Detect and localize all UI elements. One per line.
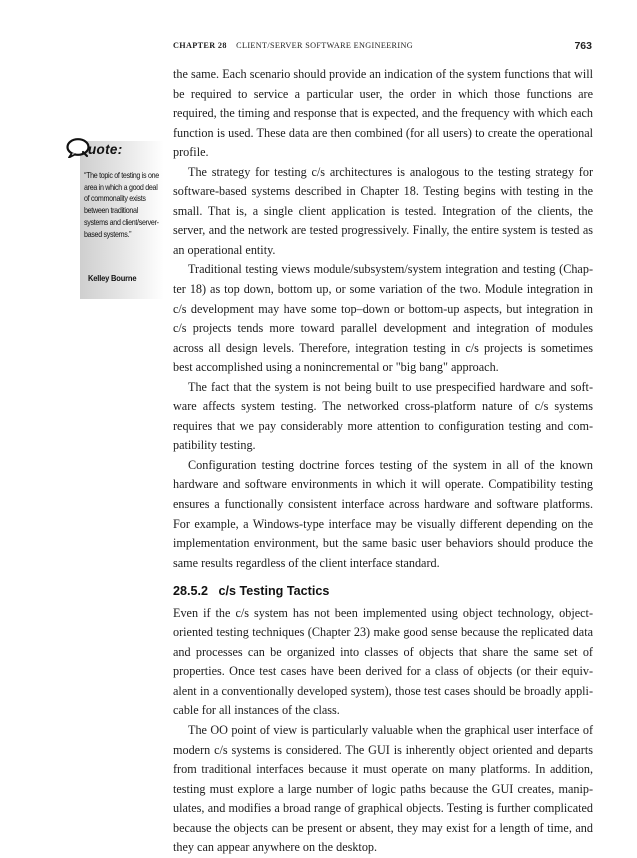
quote-label: uote: [88,142,123,157]
running-head [173,41,592,55]
paragraph: Configuration testing doctrine forces testing of the system in all of the known hardware and software environments in which it will operate. Compatibility testing ensures a functionally consistent interface across hardware and software platforms. For example, a Windows-type interface may be visually different depending on the implementation environment, but the same basic user behaviors should produce the same results regardless of the client interface standard. [173,457,593,570]
section-number: 28.5.2 [173,584,209,599]
paragraph: Traditional testing views module/subsystem/system integration and testing (Chapter 18) as top down, bottom up, or some variation of the two. Module integration in c/s development may have some top–down or bottom-up aspects, but integration in c/s projects tends more toward parallel development and integration of modules across all design levels. Therefore, integration testing in c/s projects is sometimes best accomplished using a nonincremental or "big bang" approach. [173,262,593,375]
section-heading [173,582,593,602]
paragraph: the same. Each scenario should provide an indication of the system functions that will be required to service a particular user, the order in which those functions are required, the timing and response that is expected, and the frequency with which each function is used. These data are then combined (for all users) to create the operational profile. [173,67,593,160]
paragraph: The strategy for testing c/s architectures is analogous to the testing strategy for software-based systems described in Chapter 18. Testing begins with testing in the small. That is, a single client application is tested. Integration of the clients, the server, and the network are tested progressively. Finally, the entire system is tested as an operational entity. [173,164,593,257]
paragraph: The OO point of view is particularly valuable when the graphical user interface of modern c/s systems is considered. The GUI is inherently object oriented and departs from traditional interfaces because it must operate on many platforms. In addition, testing must explore a large number of logic paths because the GUI creates, manipulates, and modifies a broad range of graphical objects. Testing is further complicated because the objects can be present or absent, they may exist for a length of time, and they can appear anywhere on the desktop. [173,723,593,855]
page-number: 763 [574,40,592,52]
paragraph: The fact that the system is not being built to use prespecified hardware and software affects system testing. The networked cross-platform nature of c/s systems requires that we pay considerably more attention to configuration testing and compatibility testing. [173,379,593,453]
chapter-label: CHAPTER 28 [173,41,227,50]
chapter-title: CLIENT/SERVER SOFTWARE ENGINEERING [236,41,413,50]
section-title: c/s Testing Tactics [218,584,330,599]
quote-heading [66,136,166,166]
quote-text: “The topic of testing is one area in which a good deal of commonality exists between traditional systems and client/server-based systems.” [84,171,159,239]
quote-author: Kelley Bourne [88,273,137,283]
speech-bubble-q-icon [66,138,90,158]
body-text-column [173,65,593,858]
paragraph: Even if the c/s system has not been implemented using object technology, object-oriented testing techniques (Chapter 23) make good sense because the replicated data and processes can be organized into classes of objects that share the same set of properties. Once test cases have been derived for a class of objects (or their equivalent in a conventionally developed system), those test cases should be broadly applicable for all instances of the class. [173,605,593,718]
